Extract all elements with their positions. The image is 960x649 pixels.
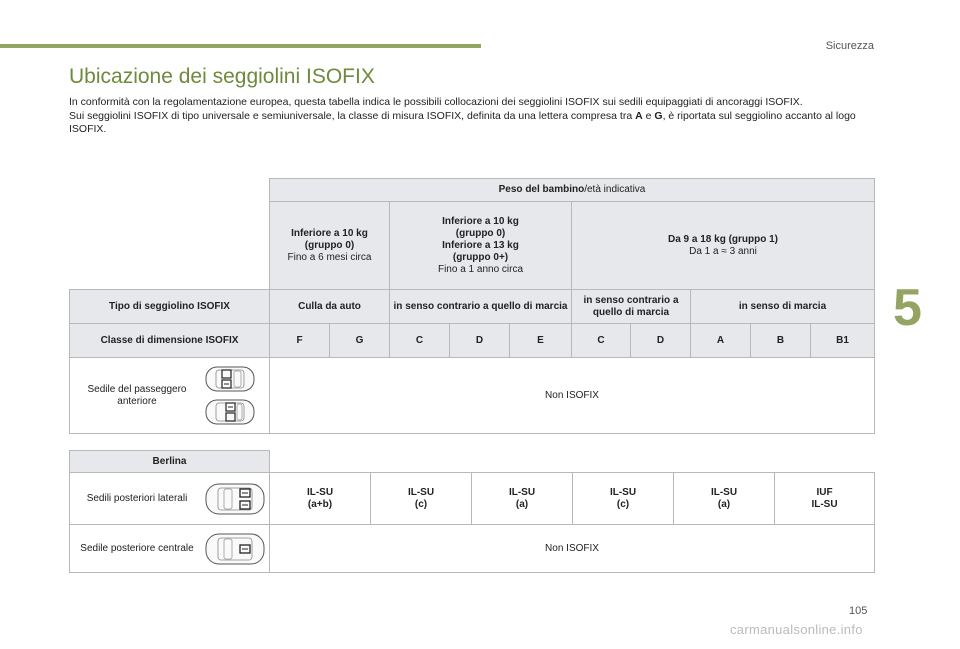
rear-side-label: Sedili posteriori laterali bbox=[86, 492, 188, 504]
value-line: IUF bbox=[816, 486, 833, 498]
class-cell: D bbox=[631, 324, 691, 358]
rear-side-row-header bbox=[70, 473, 270, 525]
intro-paragraph-1: In conformità con la regolamentazione europea, questa tabella indica le possibili collocazioni dei seggiolini ISOFIX sui sedili equipaggiati di ancoraggi ISOFIX. bbox=[69, 96, 803, 108]
intro-text-part: Sui seggiolini ISOFIX di tipo universale e semiuniversale, la classe di misura ISOFIX, definita da una lettera compresa tra bbox=[69, 109, 636, 122]
value-line: IL-SU bbox=[609, 486, 637, 498]
value-line: IL-SU bbox=[407, 486, 435, 498]
page-title: Ubicazione dei seggiolini ISOFIX bbox=[69, 65, 375, 88]
group-label: Da 9 a 18 kg (gruppo 1) bbox=[667, 233, 779, 245]
class-cell: E bbox=[510, 324, 572, 358]
group-age: Fino a 1 anno circa bbox=[437, 263, 524, 275]
group-0-cell bbox=[270, 202, 390, 290]
rear-center-value: Non ISOFIX bbox=[270, 525, 875, 573]
blank-cell bbox=[70, 179, 270, 202]
type-cell: in senso di marcia bbox=[691, 290, 875, 324]
rear-side-value bbox=[472, 473, 573, 525]
rear-side-value bbox=[573, 473, 674, 525]
class-cell: A bbox=[691, 324, 751, 358]
blank-cell bbox=[270, 451, 875, 473]
type-cell: Culla da auto bbox=[270, 290, 390, 324]
intro-text-part: , è riportata sul seggiolino accanto al logo ISOFIX. bbox=[69, 109, 856, 135]
front-seat-value: Non ISOFIX bbox=[270, 358, 875, 434]
class-cell: F bbox=[270, 324, 330, 358]
group-age: Fino a 6 mesi circa bbox=[287, 251, 372, 263]
letter-g: G bbox=[654, 109, 663, 122]
value-line: IL-SU bbox=[306, 486, 334, 498]
value-line: (a) bbox=[515, 498, 529, 510]
value-line: (c) bbox=[616, 498, 630, 510]
rear-side-value bbox=[674, 473, 775, 525]
class-cell: B bbox=[751, 324, 811, 358]
car-top-view-icon bbox=[204, 397, 256, 427]
group-label: Inferiore a 10 kg bbox=[442, 215, 519, 227]
group-label: Inferiore a 13 kg bbox=[442, 239, 519, 251]
weight-header-bold: Peso del bambino bbox=[498, 184, 585, 195]
rear-side-value bbox=[371, 473, 472, 525]
page-number: 105 bbox=[849, 605, 868, 617]
car-top-view-icon bbox=[204, 364, 256, 394]
value-line: (a+b) bbox=[307, 498, 333, 510]
rear-center-row-header bbox=[70, 525, 270, 573]
type-cell: in senso contrario a quello di marcia bbox=[390, 290, 572, 324]
car-top-view-icon bbox=[204, 531, 266, 567]
intro-text bbox=[69, 96, 869, 137]
value-line: IL-SU bbox=[811, 498, 838, 510]
intro-paragraph-2 bbox=[69, 110, 869, 137]
chapter-number: 5 bbox=[893, 279, 922, 337]
value-line: IL-SU bbox=[508, 486, 536, 498]
letter-a: A bbox=[635, 109, 643, 122]
rear-side-value bbox=[270, 473, 371, 525]
intro-text-part: e bbox=[642, 109, 655, 122]
group-label: (gruppo 0) bbox=[304, 239, 355, 251]
blank-cell bbox=[70, 202, 270, 290]
watermark: carmanualsonline.info bbox=[730, 622, 863, 637]
car-top-view-icon bbox=[204, 481, 266, 517]
class-cell: G bbox=[330, 324, 390, 358]
group-label: (gruppo 0) bbox=[455, 227, 506, 239]
group-age: Da 1 a ≈ 3 anni bbox=[689, 245, 757, 257]
weight-header-rest: /età indicativa bbox=[584, 184, 646, 195]
type-cell: in senso contrario a quello di marcia bbox=[572, 290, 691, 324]
class-label: Classe di dimensione ISOFIX bbox=[70, 324, 270, 358]
value-line: IL-SU bbox=[710, 486, 738, 498]
berlina-header: Berlina bbox=[70, 451, 270, 473]
type-label: Tipo di seggiolino ISOFIX bbox=[70, 290, 270, 324]
header-accent-bar bbox=[0, 44, 481, 48]
value-line: (a) bbox=[717, 498, 731, 510]
isofix-table-front bbox=[69, 178, 875, 434]
front-seat-row-header bbox=[70, 358, 270, 434]
group-1-cell bbox=[572, 202, 875, 290]
class-cell: C bbox=[390, 324, 450, 358]
section-name: Sicurezza bbox=[825, 40, 874, 52]
group-label: Inferiore a 10 kg bbox=[291, 227, 368, 239]
isofix-table-rear bbox=[69, 450, 875, 573]
rear-center-label: Sedile posteriore centrale bbox=[80, 542, 194, 554]
class-cell: B1 bbox=[811, 324, 875, 358]
group-0plus-cell bbox=[390, 202, 572, 290]
rear-side-value bbox=[775, 473, 875, 525]
class-cell: C bbox=[572, 324, 631, 358]
front-seat-label: Sedile del passeggero anteriore bbox=[87, 383, 187, 407]
group-label: (gruppo 0+) bbox=[452, 251, 509, 263]
weight-header bbox=[270, 179, 875, 202]
class-cell: D bbox=[450, 324, 510, 358]
value-line: (c) bbox=[414, 498, 428, 510]
